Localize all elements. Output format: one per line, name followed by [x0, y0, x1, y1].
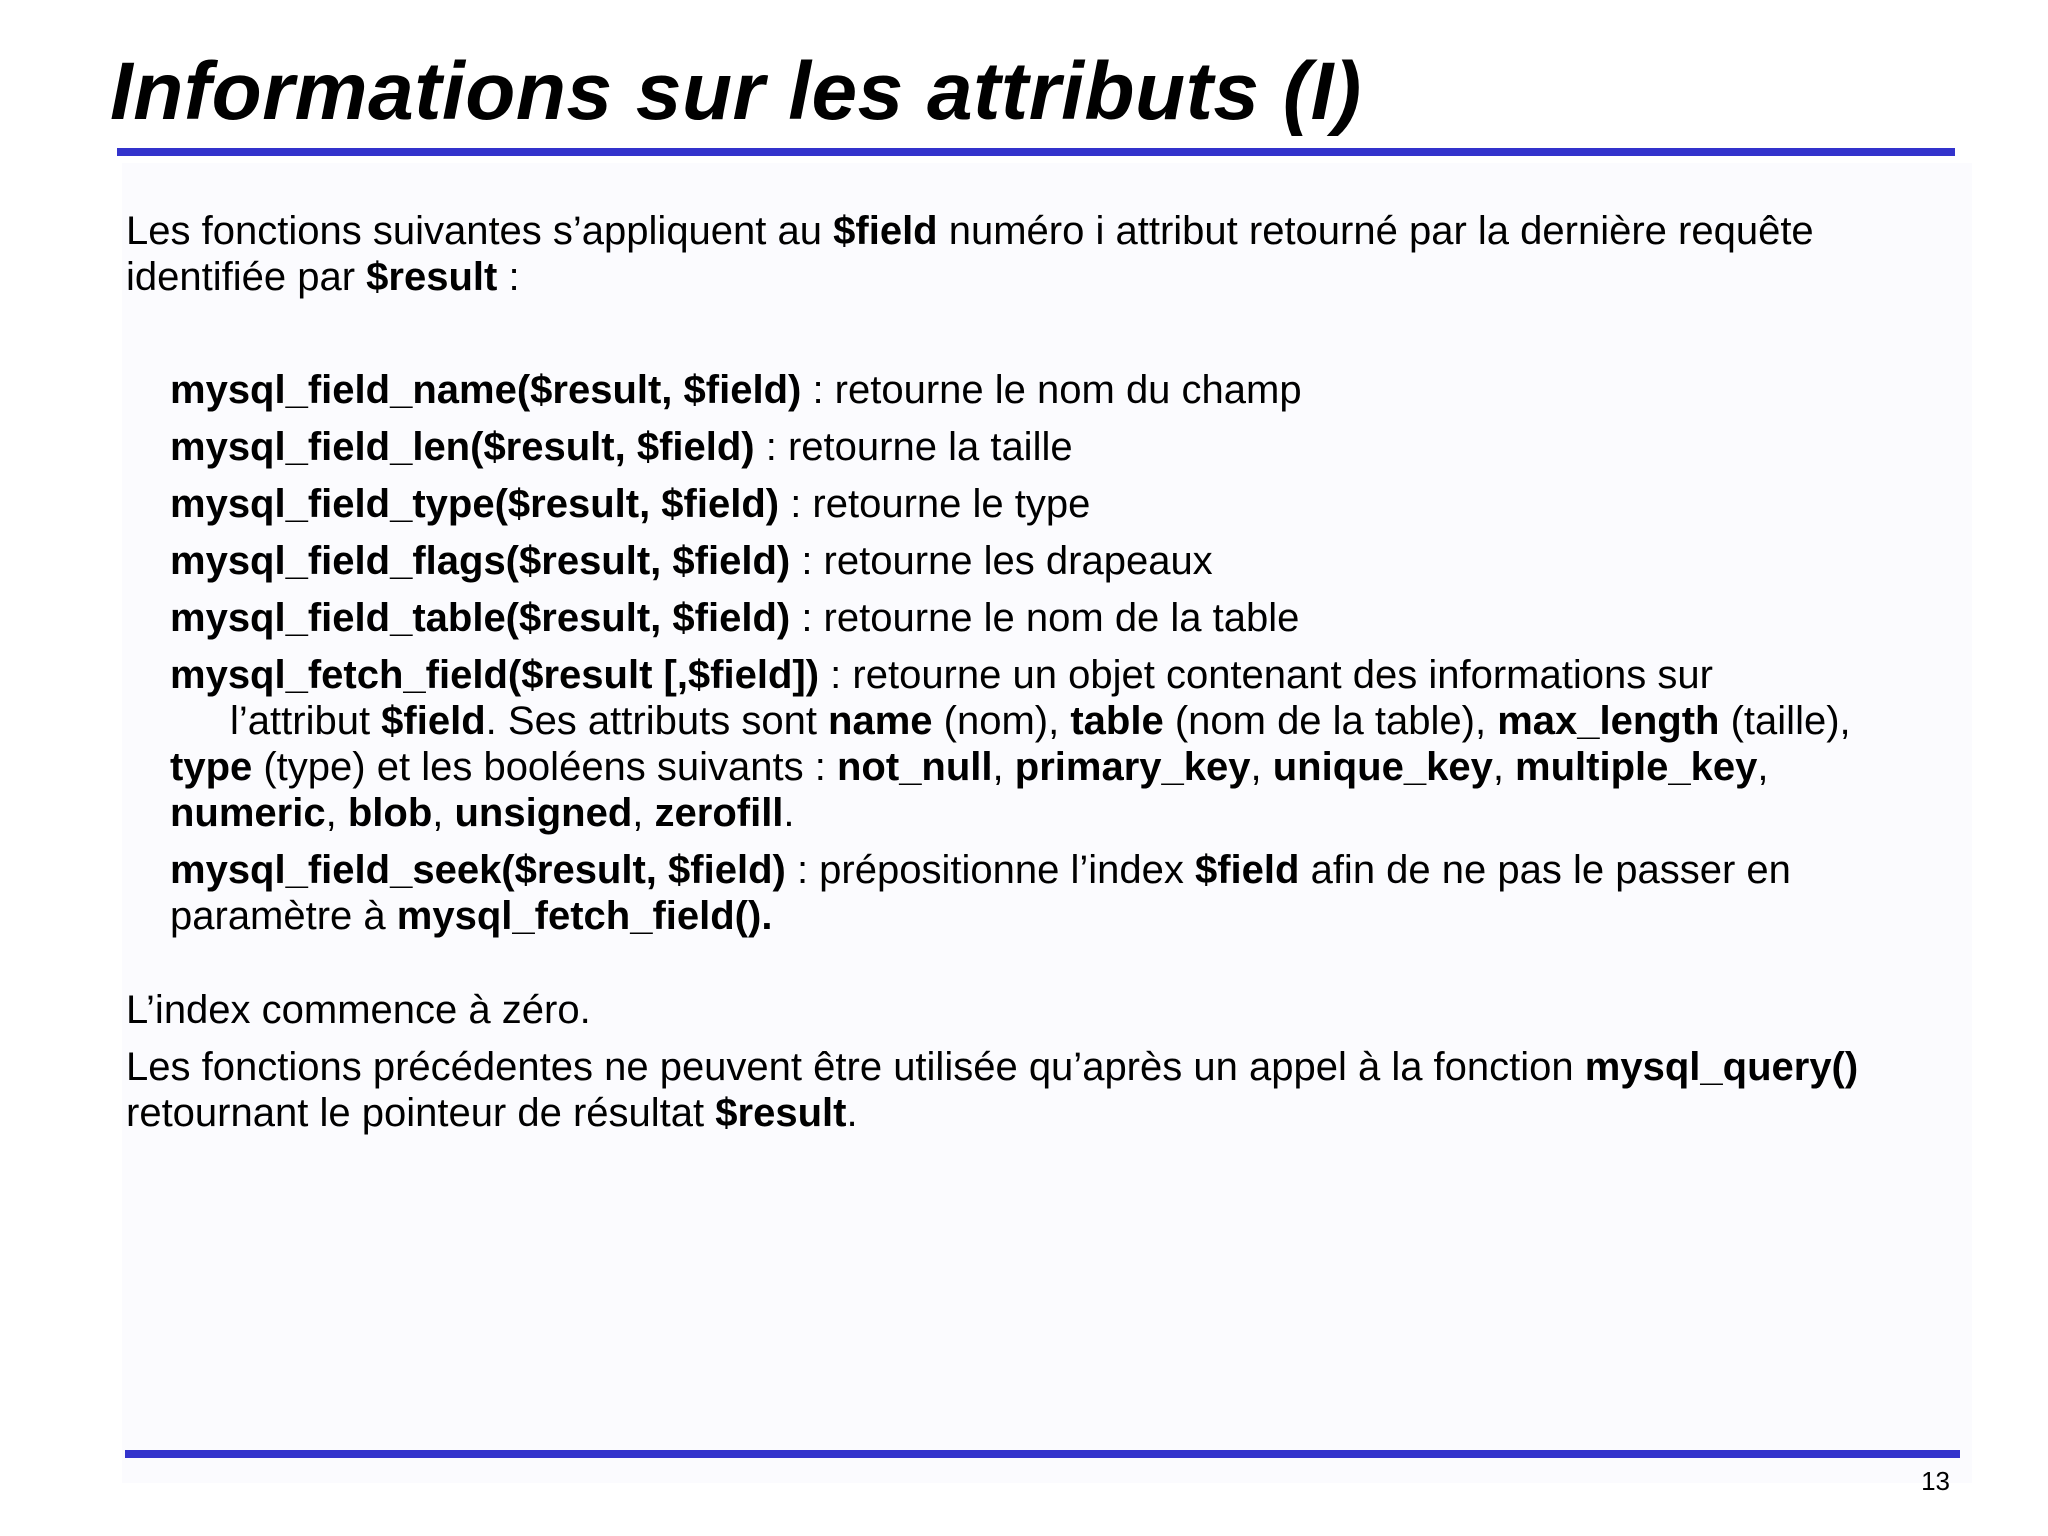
- title-underline: [117, 148, 1955, 156]
- function-description: : retourne le type: [779, 482, 1091, 526]
- function-signature: mysql_field_name($result, $field): [170, 368, 802, 412]
- function-signature: mysql_field_flags($result, $field): [170, 539, 791, 583]
- page-number: 13: [1921, 1466, 1950, 1496]
- function-description: : retourne la taille: [754, 425, 1073, 469]
- function-description: : retourne le nom de la table: [790, 596, 1300, 640]
- function-signature: mysql_fetch_field($result [,$field]): [170, 653, 820, 697]
- function-description: : retourne le nom du champ: [801, 368, 1302, 412]
- slide-title: Informations sur les attributs (I): [110, 46, 1362, 137]
- closing-paragraph: Les fonctions précédentes ne peuvent être utilisée qu’après un appel à la fonction mysql_query() retournant le pointeur de résultat $result.: [126, 1045, 1859, 1135]
- function-item-field-seek: mysql_field_seek($result, $field) : prépositionne l’index $field afin de ne pas le passer en paramètre à mysql_fetch_field().: [170, 848, 1791, 938]
- function-item-field-name: [170, 367, 1926, 413]
- field-keyword: $field: [833, 209, 938, 253]
- slide-content: [126, 208, 1926, 1136]
- function-signature: mysql_field_len($result, $field): [170, 425, 755, 469]
- function-item-field-table: [170, 595, 1926, 641]
- function-item-fetch-field: mysql_fetch_field($result [,$field]) : retourne un objet contenant des informations sur l’attribut $field. Ses attributs sont name (nom), table (nom de la table), max_length (taille), type (type) et les booléens suivants : not_null, primary_key, unique_key, multiple_key, numeric, blob, unsigned, zerofill.: [170, 653, 1851, 835]
- function-list: [170, 367, 1926, 939]
- function-item-field-flags: [170, 538, 1926, 584]
- function-item-field-type: [170, 481, 1926, 527]
- function-signature: mysql_field_table($result, $field): [170, 596, 791, 640]
- footer-rule: [125, 1450, 1960, 1458]
- intro-paragraph: Les fonctions suivantes s’appliquent au $field numéro i attribut retourné par la dernière requête identifiée par $result :: [126, 209, 1814, 299]
- result-keyword: $result: [366, 255, 498, 299]
- function-signature: mysql_field_seek($result, $field): [170, 848, 786, 892]
- function-signature: mysql_field_type($result, $field): [170, 482, 780, 526]
- function-item-field-len: [170, 424, 1926, 470]
- function-description: : retourne les drapeaux: [790, 539, 1213, 583]
- index-note: L’index commence à zéro.: [126, 988, 591, 1032]
